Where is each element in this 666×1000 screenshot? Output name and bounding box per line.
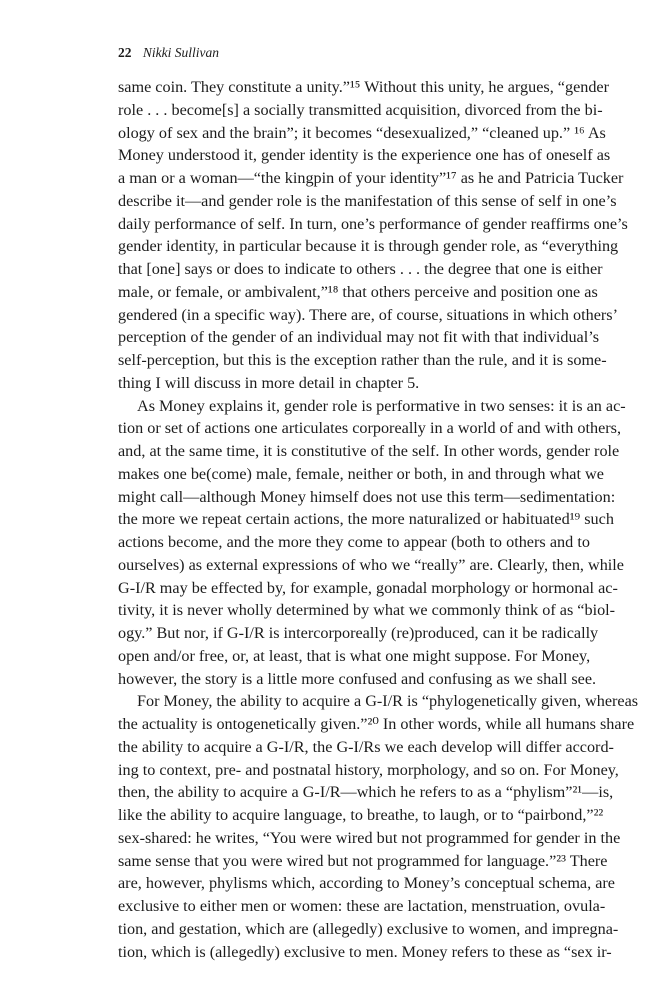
text-line: For Money, the ability to acquire a G-I/R is “phylogenetically given, whereas [137, 692, 639, 711]
text-line: role . . . become[s] a socially transmitted acquisition, divorced from the bi- [118, 100, 603, 119]
text-line: exclusive to either men or women: these are lactation, menstruation, ovula- [118, 897, 606, 915]
text-line: however, the story is a little more confused and confusing as we shall see. [118, 669, 597, 688]
text-line: might call—although Money himself does not use this term—sedimentation: [118, 487, 616, 506]
text-line: a man or a woman—“the kingpin of your identity”¹⁷ as he and Patricia Tucker [118, 169, 624, 187]
body-text [118, 76, 639, 963]
text-line: like the ability to acquire language, to breathe, to laugh, or to “pairbond,”²² [118, 806, 604, 824]
running-head-author: Nikki Sullivan [142, 45, 219, 60]
paragraph [118, 690, 639, 963]
text-line: daily performance of self. In turn, one’s performance of gender reaffirms one’s [118, 214, 628, 233]
page-number: 22 [118, 45, 132, 60]
text-line: male, or female, or ambivalent,”¹⁸ that others perceive and position one as [118, 282, 598, 301]
paragraph [118, 76, 628, 395]
text-line: are, however, phylisms which, according to Money’s conceptual schema, are [118, 874, 615, 893]
text-line: and, at the same time, it is constitutive of the self. In other words, gender role [118, 442, 620, 460]
text-line: makes one be(come) male, female, neither or both, in and through what we [118, 464, 604, 483]
text-line: As Money explains it, gender role is performative in two senses: it is an ac- [137, 396, 626, 415]
text-line: open and/or free, or, at least, that is what one might suppose. For Money, [118, 646, 591, 665]
text-line: tion or set of actions one articulates corporeally in a world of and with others, [118, 419, 622, 438]
text-line: self-perception, but this is the exception rather than the rule, and it is some- [118, 351, 607, 369]
text-line: thing I will discuss in more detail in chapter 5. [118, 373, 420, 392]
paragraph [118, 395, 626, 691]
text-line: same coin. They constitute a unity.”¹⁵ Without this unity, he argues, “gender [118, 78, 610, 96]
text-line: the ability to acquire a G-I/R, the G-I/Rs we each develop will differ accord- [118, 737, 614, 756]
text-line: ing to context, pre- and postnatal history, morphology, and so on. For Money, [118, 760, 619, 779]
text-line: tion, and gestation, which are (allegedly) exclusive to women, and impregna- [118, 919, 619, 938]
text-line: same sense that you were wired but not programmed for language.”²³ There [118, 851, 608, 870]
text-line: sex-shared: he writes, “You were wired but not programmed for gender in the [118, 828, 621, 847]
text-line: the more we repeat certain actions, the more naturalized or habituated¹⁹ such [118, 510, 614, 529]
text-line: ourselves) as external expressions of who we “really” are. Clearly, then, while [118, 555, 624, 574]
text-line: ology of sex and the brain”; it becomes “desexualized,” “cleaned up.” ¹⁶ As [118, 123, 606, 142]
text-line: gendered (in a specific way). There are, of course, situations in which others’ [118, 305, 618, 324]
text-line: tivity, it is never wholly determined by what we commonly think of as “biol- [118, 601, 616, 620]
text-line: perception of the gender of an individual may not fit with that individual’s [118, 328, 600, 347]
text-line: that [one] says or does to indicate to others . . . the degree that one is either [118, 260, 603, 278]
text-line: ogy.” But nor, if G-I/R is intercorporeally (re)produced, can it be radically [118, 624, 599, 642]
text-line: actions become, and the more they come to appear (both to others and to [118, 533, 590, 551]
text-line: tion, which is (allegedly) exclusive to men. Money refers to these as “sex ir- [118, 942, 612, 961]
running-head [118, 44, 219, 62]
text-line: Money understood it, gender identity is the experience one has of oneself as [118, 146, 611, 165]
text-line: the actuality is ontogenetically given.”²⁰ In other words, while all humans share [118, 715, 635, 733]
text-line: G-I/R may be effected by, for example, gonadal morphology or hormonal ac- [118, 578, 618, 597]
text-line: then, the ability to acquire a G-I/R—which he refers to as a “phylism”²¹—is, [118, 783, 614, 802]
text-line: describe it—and gender role is the manifestation of this sense of self in one’s [118, 191, 617, 210]
text-line: gender identity, in particular because it is through gender role, as “everything [118, 237, 619, 256]
